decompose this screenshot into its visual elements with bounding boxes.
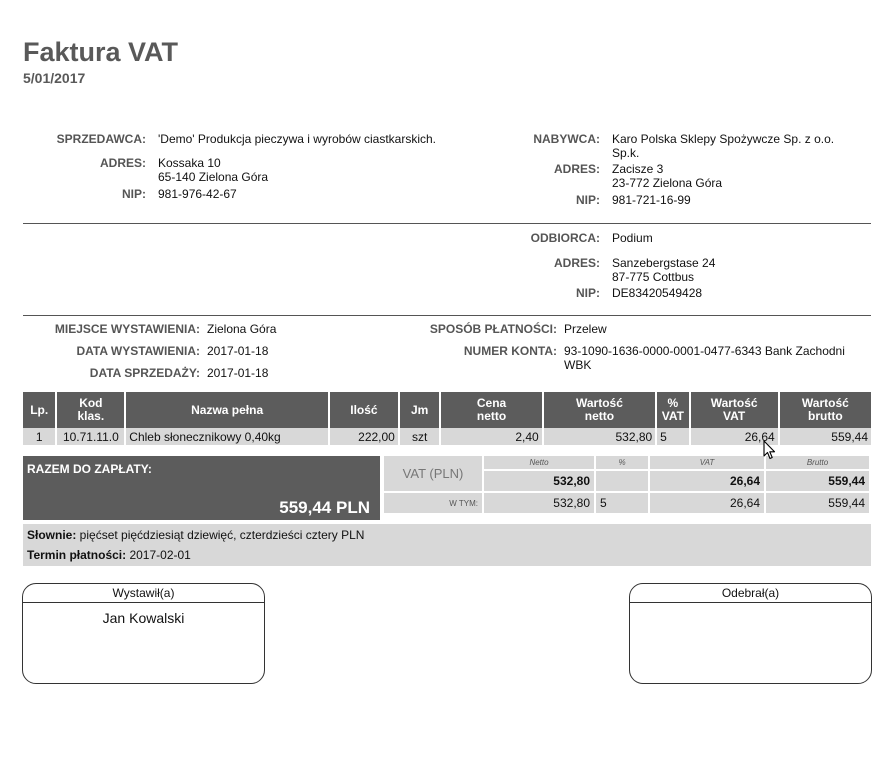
vat-pln-label: VAT (PLN) <box>384 456 482 491</box>
payment-value: Przelew <box>564 322 607 336</box>
buyer-address-line1: Zacisze 3 <box>612 162 664 176</box>
document-date: 5/01/2017 <box>23 70 86 86</box>
vat-col-netto: Netto <box>484 456 594 469</box>
col-nazwa: Nazwa pełna <box>126 392 328 428</box>
col-ilosc: Ilość <box>330 392 398 428</box>
seller-name: 'Demo' Produkcja pieczywa i wyrobów ciastkarskich. <box>158 132 437 146</box>
cell-wartosc-vat: 26,64 <box>691 428 778 445</box>
buyer-nip: 981-721-16-99 <box>612 193 691 207</box>
wtym-label: W TYM: <box>384 493 482 513</box>
recipient-address-label: ADRES: <box>553 256 600 270</box>
sale-date-label: DATA SPRZEDAŻY: <box>89 366 200 380</box>
cell-wartosc-brutto: 559,44 <box>780 428 871 445</box>
issued-by-label: Wystawił(a) <box>23 584 264 603</box>
cell-lp: 1 <box>23 428 55 445</box>
issue-date-value: 2017-01-18 <box>207 344 269 358</box>
col-cena: Cena netto <box>441 392 541 428</box>
cell-ilosc: 222,00 <box>330 428 398 445</box>
document-title: Faktura VAT <box>23 37 179 67</box>
vat-col-brutto: Brutto <box>766 456 869 469</box>
vat-total-vat: 26,64 <box>650 471 764 491</box>
wtym-brutto: 559,44 <box>766 493 869 513</box>
total-amount: 559,44 PLN <box>279 498 370 517</box>
col-wartosc-brutto: Wartość brutto <box>780 392 871 428</box>
items-table <box>21 392 873 445</box>
vat-total-netto: 532,80 <box>484 471 594 491</box>
recipient-label: ODBIORCA: <box>530 231 600 245</box>
col-jm: Jm <box>400 392 440 428</box>
issue-date-label: DATA WYSTAWIENIA: <box>76 344 200 358</box>
received-by-label: Odebrał(a) <box>630 584 871 603</box>
col-vat-pct: % VAT <box>657 392 688 428</box>
account-label: NUMER KONTA: <box>463 344 557 358</box>
mouse-cursor-icon <box>763 440 777 460</box>
account-line2: WBK <box>564 358 592 372</box>
cell-nazwa: Chleb słonecznikowy 0,40kg <box>126 428 328 445</box>
seller-label: SPRZEDAWCA: <box>56 132 146 146</box>
seller-nip: 981-976-42-67 <box>158 187 237 201</box>
col-wartosc-vat: Wartość VAT <box>691 392 778 428</box>
issued-by-box <box>22 583 265 684</box>
wtym-pct: 5 <box>596 493 648 513</box>
cell-jm: szt <box>400 428 440 445</box>
place-label: MIEJSCE WYSTAWIENIA: <box>54 322 200 336</box>
amount-in-words: Słownie: pięćset pięćdziesiąt dziewięć, czterdzieści cztery PLN <box>27 528 365 542</box>
buyer-nip-label: NIP: <box>576 193 600 207</box>
cell-wartosc-netto: 532,80 <box>544 428 655 445</box>
col-wartosc-netto: Wartość netto <box>544 392 655 428</box>
seller-address-line2: 65-140 Zielona Góra <box>158 170 269 184</box>
seller-nip-label: NIP: <box>122 187 146 201</box>
col-lp: Lp. <box>23 392 55 428</box>
vat-summary-table <box>382 454 871 515</box>
recipient-nip: DE83420549428 <box>612 286 703 300</box>
place-value: Zielona Góra <box>207 322 277 336</box>
seller-address-label: ADRES: <box>99 156 146 170</box>
recipient-nip-label: NIP: <box>576 286 600 300</box>
cell-cena: 2,40 <box>441 428 541 445</box>
buyer-address-line2: 23-772 Zielona Góra <box>612 176 723 190</box>
cell-kod: 10.71.11.0 <box>57 428 124 445</box>
total-box <box>23 456 380 520</box>
issued-by-name: Jan Kowalski <box>102 610 185 626</box>
words-box <box>23 524 871 566</box>
recipient-address-line1: Sanzebergstase 24 <box>612 256 716 270</box>
seller-address-line1: Kossaka 10 <box>158 156 221 170</box>
buyer-address-label: ADRES: <box>553 162 600 176</box>
payment-label: SPOSÓB PŁATNOŚCI: <box>429 322 557 336</box>
buyer-name-line2: Sp.k. <box>612 146 640 160</box>
account-line1: 93-1090-1636-0000-0001-0477-6343 Bank Zachodni <box>564 344 845 358</box>
vat-total-pct-empty <box>596 471 648 491</box>
divider-top <box>23 223 871 224</box>
wtym-vat: 26,64 <box>650 493 764 513</box>
cell-vat-pct: 5 <box>657 428 688 445</box>
buyer-name-line1: Karo Polska Sklepy Spożywcze Sp. z o.o. <box>612 132 835 146</box>
total-label: RAZEM DO ZAPŁATY: <box>27 462 152 476</box>
col-kod: Kod klas. <box>57 392 124 428</box>
divider-middle <box>23 315 871 316</box>
sale-date-value: 2017-01-18 <box>207 366 269 380</box>
vat-total-brutto: 559,44 <box>766 471 869 491</box>
payment-term: Termin płatności: 2017-02-01 <box>27 548 191 562</box>
wtym-netto: 532,80 <box>484 493 594 513</box>
received-by-box <box>629 583 872 684</box>
recipient-address-line2: 87-775 Cottbus <box>612 270 695 284</box>
recipient-name: Podium <box>612 231 653 245</box>
buyer-label: NABYWCA: <box>533 132 600 146</box>
vat-col-pct: % <box>596 456 648 469</box>
table-row <box>23 428 871 445</box>
vat-col-vat: VAT <box>650 456 764 469</box>
